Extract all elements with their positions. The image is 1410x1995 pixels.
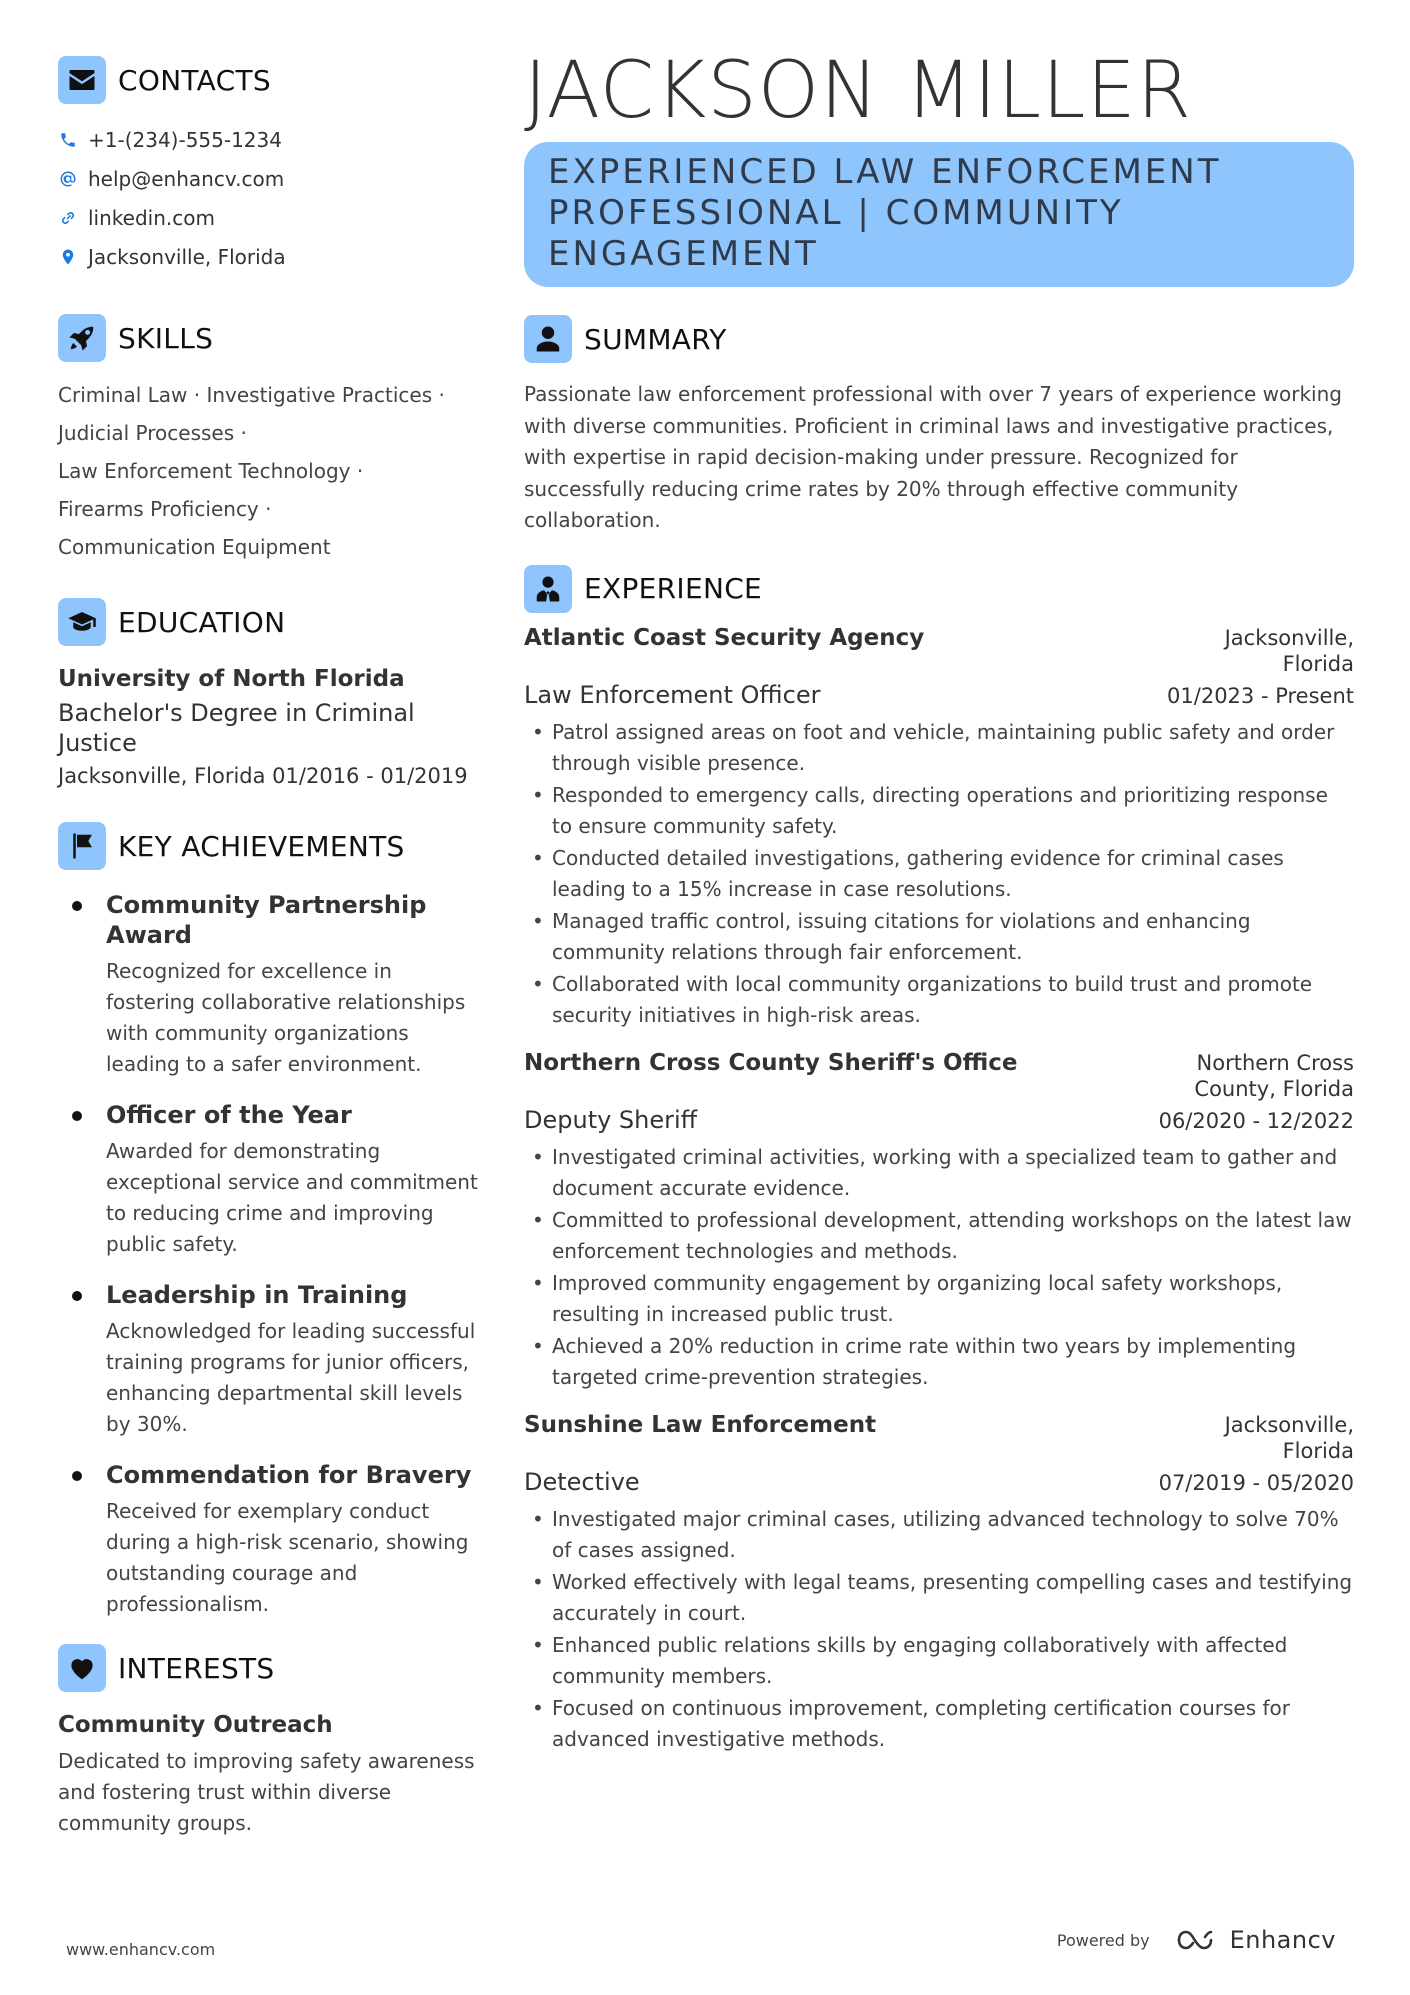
job-entry (524, 625, 1354, 1032)
job-company: Atlantic Coast Security Agency (524, 624, 925, 651)
job-bullet: • Investigated criminal activities, working with a specialized team to gather and document accurate evidence. (524, 1142, 1354, 1205)
skills-section (58, 314, 483, 566)
education-degree: Bachelor's Degree in Criminal Justice (58, 699, 415, 757)
job-location: Jacksonville, Florida (1224, 1412, 1354, 1463)
powered-by-label: Powered by (1056, 1930, 1150, 1950)
education-section (58, 598, 483, 788)
skills-line: Law Enforcement Technology · (58, 459, 364, 483)
heart-icon (58, 1644, 106, 1692)
contact-email-text: help@enhancv.com (88, 166, 285, 191)
skills-line: Firearms Proficiency · (58, 497, 272, 521)
job-bullet: • Improved community engagement by organizing local safety workshops, resulting in increased public trust. (524, 1268, 1354, 1331)
job-bullet: • Committed to professional development, attending workshops on the latest law enforcement technologies and methods. (524, 1205, 1354, 1268)
job-bullets (524, 717, 1354, 1032)
achievement-title: Commendation for Bravery (106, 1461, 472, 1489)
skills-line: Judicial Processes · (58, 421, 247, 445)
job-company: Sunshine Law Enforcement (524, 1411, 877, 1438)
contact-linkedin[interactable] (58, 198, 483, 237)
footer-branding[interactable] (1057, 1926, 1336, 1954)
interest-desc: Dedicated to improving safety awareness and fostering trust within diverse community groups. (58, 1749, 475, 1835)
job-dates: 01/2023 - Present (1167, 683, 1354, 708)
education-title: EDUCATION (118, 605, 286, 639)
bullet-dot (72, 1111, 82, 1121)
job-role: Law Enforcement Officer (524, 680, 821, 709)
summary-title: SUMMARY (584, 322, 727, 356)
user-icon (524, 315, 572, 363)
achievement-item (58, 1280, 483, 1440)
summary-text: Passionate law enforcement professional with over 7 years of experience working with diverse communities. Proficient in criminal laws and investigative practices, with expertise in rapid decision-making under pressure. Recognized for successfully reducing crime rates by 20% through effective community collaboration. (524, 382, 1342, 532)
achievement-desc: Received for exemplary conduct during a high-risk scenario, showing outstanding courage and professionalism. (106, 1499, 469, 1616)
experience-header (524, 565, 1354, 613)
job-bullet: • Conducted detailed investigations, gathering evidence for criminal cases leading to a 15% increase in case resolutions. (524, 843, 1354, 906)
job-bullet: • Enhanced public relations skills by engaging collaboratively with affected community members. (524, 1630, 1354, 1693)
graduation-cap-icon (58, 598, 106, 646)
achievement-desc: Awarded for demonstrating exceptional service and commitment to reducing crime and improving public safety. (106, 1139, 478, 1256)
skills-line: Communication Equipment (58, 535, 331, 559)
interests-section (58, 1644, 483, 1839)
achievements-header (58, 822, 483, 870)
achievement-desc: Acknowledged for leading successful training programs for junior officers, enhancing departmental skill levels by 30%. (106, 1319, 476, 1436)
bullet-dot (72, 1291, 82, 1301)
job-location: Northern Cross County, Florida (1194, 1050, 1354, 1101)
job-dates: 07/2019 - 05/2020 (1158, 1470, 1354, 1495)
contact-phone[interactable] (58, 120, 483, 159)
summary-header (524, 315, 1354, 363)
headline-banner: EXPERIENCED LAW ENFORCEMENT PROFESSIONAL | COMMUNITY ENGAGEMENT (524, 142, 1354, 287)
link-icon (58, 209, 78, 227)
education-school: University of North Florida (58, 666, 405, 692)
skills-title: SKILLS (118, 321, 214, 355)
job-bullets (524, 1142, 1354, 1394)
achievement-title: Leadership in Training (106, 1281, 408, 1309)
achievement-desc: Recognized for excellence in fostering collaborative relationships with community organizations leading to a safer environment. (106, 959, 466, 1076)
contact-email[interactable] (58, 159, 483, 198)
achievements-section (58, 822, 483, 1620)
job-bullet: • Achieved a 20% reduction in crime rate within two years by implementing targeted crime-prevention strategies. (524, 1331, 1354, 1394)
contacts-title: CONTACTS (118, 63, 271, 97)
job-entry (524, 1412, 1354, 1756)
job-bullet: • Managed traffic control, issuing citations for violations and enhancing community relations through fair enforcement. (524, 906, 1354, 969)
enhancv-brand: Enhancv (1229, 1926, 1336, 1954)
rocket-icon (58, 314, 106, 362)
contact-location-text: Jacksonville, Florida (88, 244, 286, 269)
job-bullet: • Collaborated with local community organizations to build trust and promote security initiatives in high-risk areas. (524, 969, 1354, 1032)
skills-header (58, 314, 483, 362)
contact-linkedin-text: linkedin.com (88, 205, 215, 230)
job-company: Northern Cross County Sheriff's Office (524, 1049, 1018, 1076)
interests-title: INTERESTS (118, 1651, 275, 1685)
bullet-dot (72, 1471, 82, 1481)
user-tie-icon (524, 565, 572, 613)
experience-title: EXPERIENCE (584, 572, 763, 605)
bullet-dot (72, 901, 82, 911)
job-bullets (524, 1504, 1354, 1756)
envelope-icon (58, 56, 106, 104)
map-pin-icon (58, 248, 78, 266)
job-bullet: • Worked effectively with legal teams, presenting compelling cases and testifying accurately in court. (524, 1567, 1354, 1630)
job-bullet: • Focused on continuous improvement, completing certification courses for advanced investigative methods. (524, 1693, 1354, 1756)
at-icon (58, 170, 78, 188)
job-role: Detective (524, 1467, 640, 1496)
footer-website[interactable]: www.enhancv.com (66, 1940, 216, 1959)
achievement-item (58, 890, 483, 1080)
job-location: Jacksonville, Florida (1224, 625, 1354, 676)
flag-icon (58, 822, 106, 870)
achievement-item (58, 1100, 483, 1260)
phone-icon (58, 131, 78, 149)
left-column (58, 56, 483, 1839)
summary-section (524, 315, 1354, 537)
job-bullet: • Investigated major criminal cases, utilizing advanced technology to solve 70% of cases assigned. (524, 1504, 1354, 1567)
achievements-title: KEY ACHIEVEMENTS (118, 829, 405, 863)
job-bullet: • Patrol assigned areas on foot and vehicle, maintaining public safety and order through visible presence. (524, 717, 1354, 780)
achievement-title: Officer of the Year (106, 1101, 352, 1129)
skills-list (58, 376, 483, 566)
education-header (58, 598, 483, 646)
contact-phone-text: +1-(234)-555-1234 (88, 127, 282, 152)
enhancv-logo-icon (1176, 1927, 1222, 1953)
skills-line: Criminal Law · Investigative Practices · (58, 383, 445, 407)
candidate-name: JACKSON MILLER (524, 46, 1192, 136)
job-dates: 06/2020 - 12/2022 (1158, 1108, 1354, 1133)
enhancv-logo (1176, 1926, 1336, 1954)
interest-title: Community Outreach (58, 1712, 333, 1738)
contacts-section (58, 56, 483, 276)
experience-section (524, 565, 1354, 1756)
right-column (524, 44, 1354, 1774)
job-role: Deputy Sheriff (524, 1105, 698, 1134)
achievement-title: Community Partnership Award (106, 891, 427, 949)
achievement-item (58, 1460, 483, 1620)
job-bullet: • Responded to emergency calls, directing operations and prioritizing response to ensure community safety. (524, 780, 1354, 843)
education-meta: Jacksonville, Florida 01/2016 - 01/2019 (58, 764, 468, 788)
interests-header (58, 1644, 483, 1692)
contact-location (58, 237, 483, 276)
job-entry (524, 1050, 1354, 1394)
contacts-header (58, 56, 483, 104)
